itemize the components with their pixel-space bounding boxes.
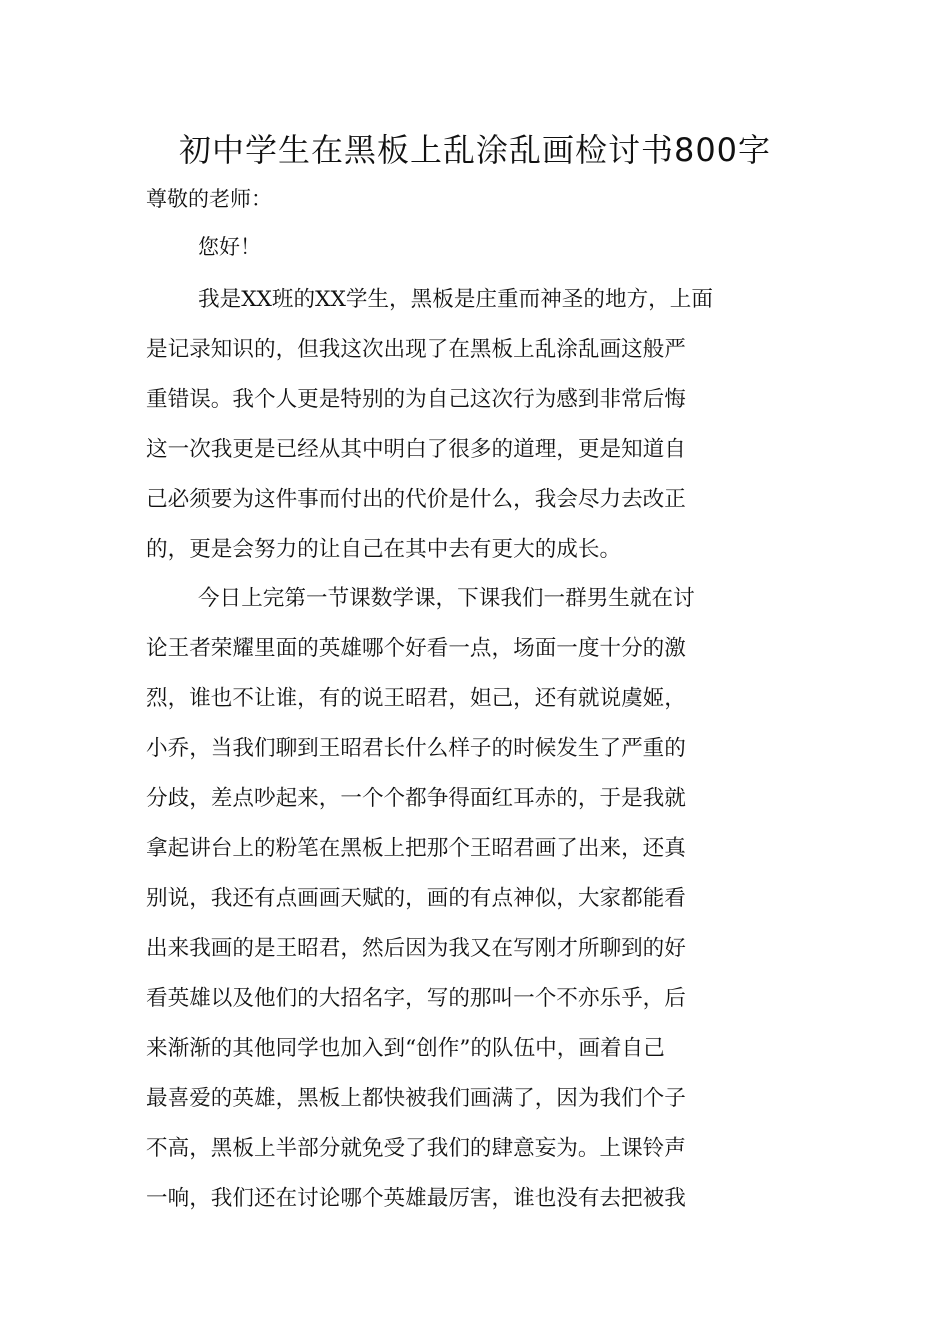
paragraph-line: 来渐渐的其他同学也加入到“创作”的队伍中，画着自己 bbox=[146, 1036, 665, 1061]
paragraph-line: 这一次我更是已经从其中明白了很多的道理，更是知道自 bbox=[146, 437, 686, 462]
paragraph-line: 重错误。我个人更是特别的为自己这次行为感到非常后悔 bbox=[146, 387, 686, 412]
paragraph-line: 一响，我们还在讨论哪个英雄最厉害，谁也没有去把被我 bbox=[146, 1186, 686, 1211]
paragraph-line: 烈，谁也不让谁，有的说王昭君，妲己，还有就说虞姬， bbox=[146, 686, 686, 711]
paragraph-line: 看英雄以及他们的大招名字，写的那叫一个不亦乐乎，后 bbox=[146, 986, 686, 1011]
paragraph-line: 最喜爱的英雄，黑板上都快被我们画满了，因为我们个子 bbox=[146, 1086, 686, 1111]
paragraph-line: 分歧，差点吵起来，一个个都争得面红耳赤的，于是我就 bbox=[146, 786, 686, 811]
greeting: 您好！ bbox=[198, 235, 261, 259]
paragraph-2 bbox=[146, 582, 808, 1232]
paragraph-line: 小乔，当我们聊到王昭君长什么样子的时候发生了严重的 bbox=[146, 736, 686, 761]
paragraph-line: 今日上完第一节课数学课，下课我们一群男生就在讨 bbox=[198, 586, 695, 611]
document-title: 初中学生在黑板上乱涂乱画检讨书800字 bbox=[178, 131, 772, 169]
paragraph-line: 是记录知识的，但我这次出现了在黑板上乱涂乱画这般严 bbox=[146, 337, 686, 362]
paragraph-line: 的，更是会努力的让自己在其中去有更大的成长。 bbox=[146, 537, 622, 562]
salutation: 尊敬的老师： bbox=[146, 187, 272, 211]
paragraph-line: 不高，黑板上半部分就免受了我们的肆意妄为。上课铃声 bbox=[146, 1136, 686, 1161]
paragraph-line: 出来我画的是王昭君，然后因为我又在写刚才所聊到的好 bbox=[146, 936, 686, 961]
paragraph-line: 拿起讲台上的粉笔在黑板上把那个王昭君画了出来，还真 bbox=[146, 836, 686, 861]
paragraph-line: 别说，我还有点画画天赋的，画的有点神似，大家都能看 bbox=[146, 886, 686, 911]
paragraph-line: 己必须要为这件事而付出的代价是什么，我会尽力去改正 bbox=[146, 487, 686, 512]
paragraph-line: 我是XX班的XX学生，黑板是庄重而神圣的地方，上面 bbox=[198, 287, 713, 312]
paragraph-1 bbox=[146, 283, 808, 583]
paragraph-line: 论王者荣耀里面的英雄哪个好看一点，场面一度十分的激 bbox=[146, 636, 686, 661]
